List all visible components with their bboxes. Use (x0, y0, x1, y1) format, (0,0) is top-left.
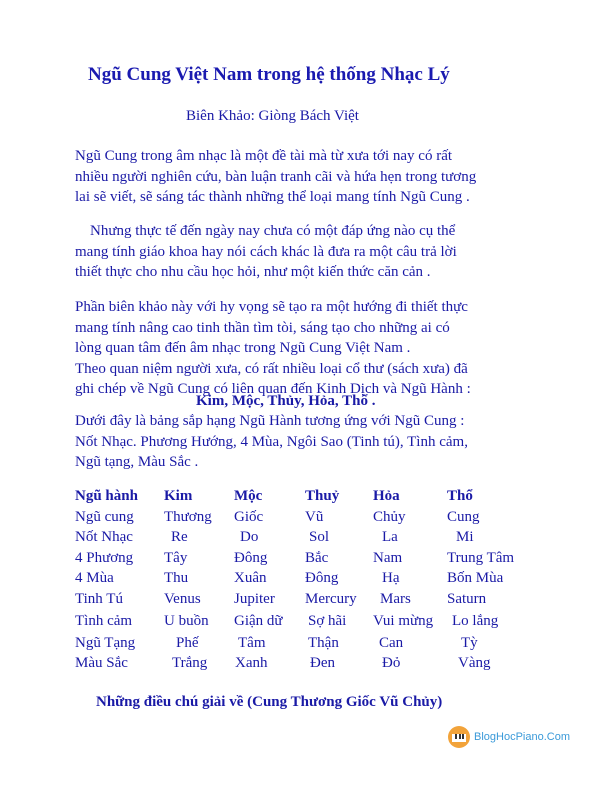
watermark-logo[interactable] (448, 726, 570, 748)
table-cell: Đông (305, 570, 339, 586)
table-cell: Phế (176, 634, 199, 651)
table-header-cell: Kim (164, 488, 193, 504)
table-cell: Mars (380, 590, 411, 607)
table-cell: Nam (373, 549, 403, 566)
table-cell: Chủy (373, 508, 406, 525)
table-cell: Tình cảm (75, 613, 133, 629)
table-cell: Giốc (234, 508, 264, 525)
section-heading: Những điều chú giải về (Cung Thương Giốc Vũ Chủy) (96, 694, 443, 710)
table-cell: Đông (234, 549, 268, 566)
table-cell: Sol (309, 529, 330, 545)
table-header-cell: Ngũ hành (75, 488, 138, 504)
piano-logo-icon (448, 726, 470, 748)
table-cell: Saturn (447, 590, 487, 607)
paragraph-table-intro: Dưới đây là bảng sắp hạng Ngũ Hành tương ứng với Ngũ Cung : Nốt Nhạc. Phương Hướng, 4 Mùa, Ngôi Sao (Tinh tú), Tình cảm, Ngũ tạng, Màu Sắc . (75, 413, 468, 470)
paragraph-intro: Ngũ Cung trong âm nhạc là một đề tài mà từ xưa tới nay có rất nhiều người nghiên cứu, bàn luận tranh cãi và hứa hẹn trong tương lai sẽ viết, sẽ sáng tác thành những thể loại mang tính Ngũ Cung . (75, 148, 477, 205)
table-cell: Cung (447, 508, 480, 525)
table-cell: Bắc (305, 549, 329, 566)
table-cell: Do (240, 529, 259, 545)
table-cell: 4 Mùa (75, 570, 114, 586)
table-header-cell: Thuỷ (305, 488, 340, 504)
table-cell: Tinh Tú (75, 590, 123, 607)
table-cell: Hạ (382, 570, 400, 586)
table-cell: Trắng (172, 655, 208, 671)
page-title: Ngũ Cung Việt Nam trong hệ thống Nhạc Lý (88, 64, 450, 85)
table-cell: Tâm (238, 634, 266, 651)
table-cell: Tỳ (461, 634, 478, 651)
author-line: Biên Khảo: Giòng Bách Việt (186, 108, 359, 124)
table-cell: Bốn Mùa (447, 570, 504, 586)
table-cell: Can (379, 634, 404, 651)
table-cell: Nốt Nhạc (75, 529, 133, 545)
table-cell: Vàng (458, 655, 491, 671)
table-cell: Xanh (235, 655, 268, 671)
table-cell: Mi (456, 529, 474, 545)
table-cell: Ngũ Tạng (75, 634, 136, 651)
table-cell: Trung Tâm (447, 549, 515, 566)
table-cell: 4 Phương (75, 549, 134, 566)
paragraph-reality: Nhưng thực tế đến ngày nay chưa có một đáp ứng nào cụ thể mang tính giáo khoa hay nói cách khác là đưa ra một câu trả lời thiết thực cho nhu cầu học hỏi, như một kiến thức căn cản . (75, 223, 457, 280)
table-cell: Sợ hãi (308, 613, 347, 629)
table-cell: Ngũ cung (75, 508, 134, 525)
table-cell: Vui mừng (373, 613, 434, 629)
table-header-cell: Hỏa (373, 488, 400, 504)
table-cell: Jupiter (234, 590, 275, 607)
table-header-cell: Mộc (234, 488, 263, 504)
table-cell: Màu Sắc (75, 655, 128, 671)
table-cell: Vũ (305, 508, 324, 525)
table-cell: Thương (164, 508, 212, 525)
table-cell: Re (171, 529, 188, 545)
table-cell: Lo lắng (452, 613, 499, 629)
table-cell: Xuân (234, 570, 267, 586)
table-cell: Thận (308, 634, 339, 651)
table-cell: Mercury (305, 590, 357, 607)
table-cell: Đen (310, 655, 335, 671)
table-cell: Tây (164, 549, 188, 566)
table-cell: Giận dữ (234, 613, 283, 629)
table-cell: Venus (164, 590, 201, 607)
five-elements-line: Kim, Mộc, Thủy, Hỏa, Thổ . (196, 393, 376, 409)
table-cell: La (382, 529, 398, 545)
table-cell: Đỏ (382, 655, 401, 671)
table-cell: Thu (164, 570, 189, 586)
logo-text: BlogHocPiano.Com (474, 731, 570, 743)
paragraph-purpose: Phần biên khảo này với hy vọng sẽ tạo ra một hướng đi thiết thực mang tính nâng cao tinh thần tìm tòi, sáng tạo cho những ai có lòng quan tâm đến âm nhạc trong Ngũ Cung Việt Nam . Theo quan niệm người xưa, có rất nhiều loại cổ thư (sách xưa) đã ghi chép về Ngũ Cung có liên quan đến Kinh Dịch và Ngũ Hành : (75, 299, 471, 397)
table-header-cell: Thổ (447, 488, 473, 504)
table-cell: U buồn (164, 613, 209, 629)
